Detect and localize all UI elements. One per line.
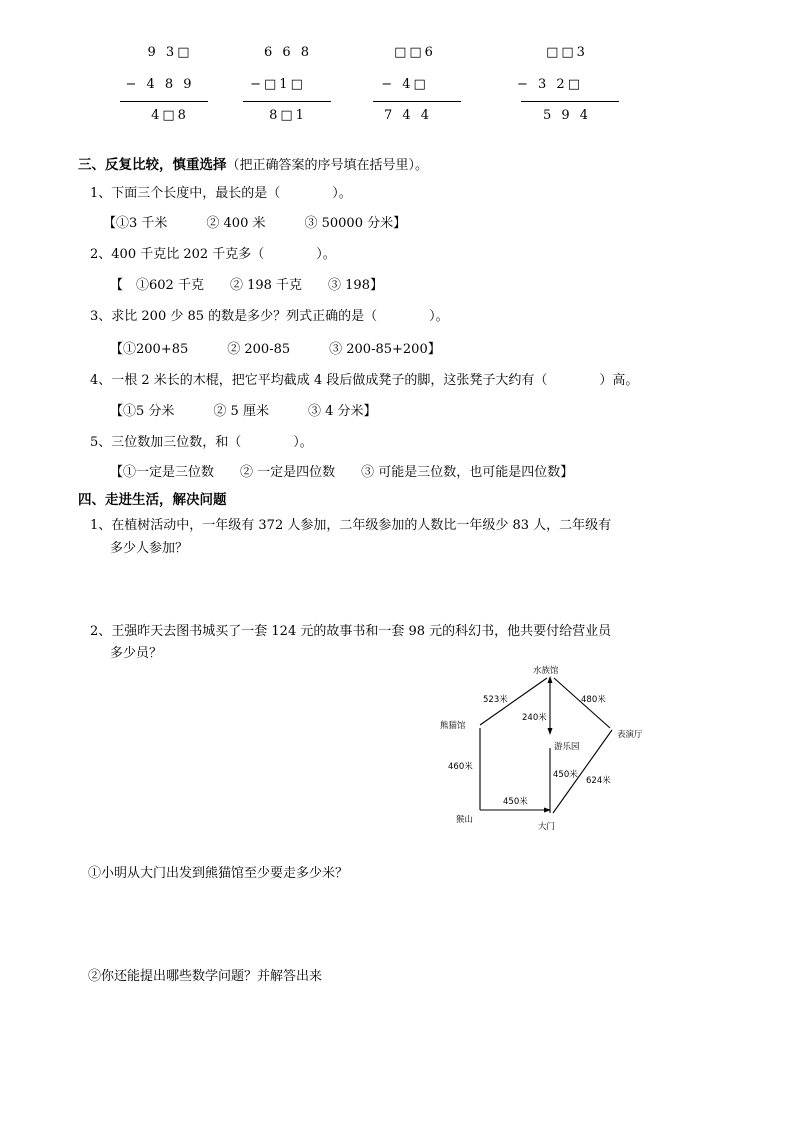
sub-question-1: ①小明从大门出发到熊猫馆至少要走多少米？ xyxy=(88,866,349,881)
section3-note: （把正确答案的序号填在括号里）。 xyxy=(226,158,429,173)
place-park: 游乐园 xyxy=(554,742,580,752)
dist-park-gate: 450米 xyxy=(553,770,578,780)
question-4: 4、一根 2 米长的木棍，把它平均截成 4 段后做成凳子的脚，这张凳子大约有（ ）高。 xyxy=(90,373,639,388)
question-3-options: 【①200+85 ② 200-85 ③ 200-85+200】 xyxy=(110,342,441,357)
question-1: 1、下面三个长度中，最长的是（ ）。 xyxy=(90,186,352,201)
question-5-options: 【①一定是三位数 ② 一定是四位数 ③ 可能是三位数，也可能是四位数】 xyxy=(110,465,574,480)
place-gate: 大门 xyxy=(538,822,556,832)
section4-title: 四、走进生活，解决问题 xyxy=(78,492,227,508)
question-2: 2、400 千克比 202 千克多（ ）。 xyxy=(90,247,336,262)
question-4-options: 【①5 分米 ② 5 厘米 ③ 4 分米】 xyxy=(110,404,377,419)
calc-result: 5 9 4 xyxy=(542,108,592,123)
question-5: 5、三位数加三位数，和（ ）。 xyxy=(90,435,313,450)
problem-1-line1: 1、在植树活动中，一年级有 372 人参加，二年级参加的人数比一年级少 83 人，二年级有 xyxy=(90,518,612,533)
sub-question-2: ②你还能提出哪些数学问题？并解答出来 xyxy=(88,969,323,984)
place-panda: 熊猫馆 xyxy=(440,721,466,731)
calc-rule xyxy=(521,101,619,102)
calc-operand: −□1□ xyxy=(250,77,306,92)
dist-aquarium-show: 480米 xyxy=(581,695,606,705)
question-2-options: 【 ①602 千克 ② 198 千克 ③ 198】 xyxy=(110,278,383,293)
dist-aquarium-park: 240米 xyxy=(522,713,547,723)
calc-operand: − 4□ xyxy=(381,77,429,92)
calc-top: 9 3□ xyxy=(147,45,193,60)
calc-operand: − 4 8 9 xyxy=(125,77,195,92)
arrow-down-park xyxy=(548,728,553,735)
dist-show-gate: 624米 xyxy=(586,776,611,786)
calc-result: 4□8 xyxy=(151,108,189,123)
calc-top: □□6 xyxy=(394,45,436,60)
zoo-map xyxy=(430,658,660,833)
calc-top: □□3 xyxy=(546,45,588,60)
question-1-options: 【①3 千米 ② 400 米 ③ 50000 分米】 xyxy=(103,216,407,231)
problem-2-line2: 多少员？ xyxy=(110,646,163,661)
calc-rule xyxy=(373,101,461,102)
calc-top: 6 6 8 xyxy=(263,45,313,60)
problem-2-line1: 2、王强昨天去图书城买了一套 124 元的故事书和一套 98 元的科幻书，他共要付给营业员 xyxy=(90,624,612,639)
calc-rule xyxy=(120,101,208,102)
place-show: 表演厅 xyxy=(617,730,643,740)
place-aquarium: 水族馆 xyxy=(533,666,559,676)
question-3: 3、求比 200 少 85 的数是多少？列式正确的是（ ）。 xyxy=(90,309,449,324)
calc-operand: − 3 2□ xyxy=(517,77,583,92)
calc-rule xyxy=(243,101,331,102)
section3-heading xyxy=(78,153,428,173)
calc-result: 8□1 xyxy=(269,108,307,123)
arrow-up-aquarium xyxy=(548,676,553,683)
section3-title: 三、反复比较，慎重选择 xyxy=(78,157,227,173)
dist-hill-gate: 450米 xyxy=(503,797,528,807)
place-hill: 猴山 xyxy=(456,815,474,825)
problem-1-line2: 多少人参加？ xyxy=(110,541,189,556)
dist-panda-hill: 460米 xyxy=(448,762,473,772)
calc-result: 7 4 4 xyxy=(383,108,433,123)
dist-panda-aquarium: 523米 xyxy=(483,695,508,705)
